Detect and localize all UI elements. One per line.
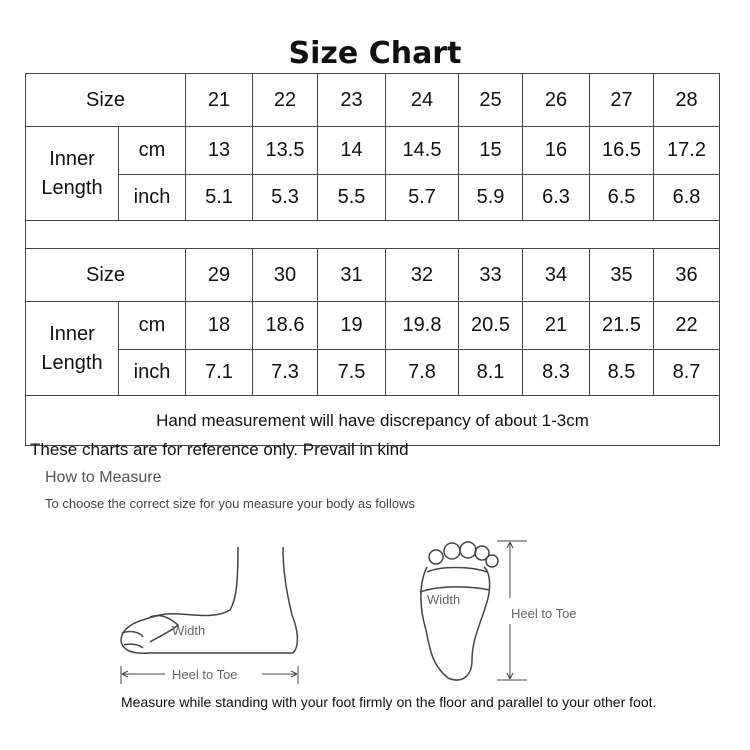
inch-value: 7.8 — [386, 350, 459, 396]
side-width-label: Width — [172, 623, 206, 638]
foot-measurement-diagram — [0, 525, 750, 690]
size-value: 32 — [386, 249, 459, 302]
inch-value: 6.3 — [523, 175, 590, 221]
size-value: 23 — [318, 74, 386, 127]
inch-value: 5.1 — [186, 175, 253, 221]
size-value: 22 — [253, 74, 318, 127]
inner-label-line2: Length — [41, 176, 103, 199]
discrepancy-row — [26, 396, 720, 446]
inch-value: 5.5 — [318, 175, 386, 221]
size-value: 30 — [253, 249, 318, 302]
inch-value: 6.5 — [590, 175, 654, 221]
size-value: 34 — [523, 249, 590, 302]
inch-value: 7.5 — [318, 350, 386, 396]
inch-label: inch — [119, 350, 186, 396]
size-label: Size — [26, 249, 186, 302]
discrepancy-note: Hand measurement will have discrepancy of about 1-3cm — [26, 396, 720, 446]
inch-value: 5.7 — [386, 175, 459, 221]
cm-value: 18 — [186, 302, 253, 350]
cm-label: cm — [119, 302, 186, 350]
inner-length-label — [26, 127, 119, 221]
how-to-measure-subheading: To choose the correct size for you measure your body as follows — [45, 496, 415, 511]
cm-value: 13.5 — [253, 127, 318, 175]
size-value: 28 — [654, 74, 720, 127]
cm-row — [26, 127, 720, 175]
cm-value: 19.8 — [386, 302, 459, 350]
inner-length-label — [26, 302, 119, 396]
size-value: 29 — [186, 249, 253, 302]
chart-title: Size Chart — [288, 36, 462, 71]
inch-value: 8.7 — [654, 350, 720, 396]
cm-value: 14.5 — [386, 127, 459, 175]
top-heel-to-toe-label: Heel to Toe — [511, 606, 577, 621]
cm-value: 21.5 — [590, 302, 654, 350]
size-table — [25, 73, 720, 446]
spacer-cell — [26, 221, 720, 249]
cm-value: 16.5 — [590, 127, 654, 175]
inch-value: 8.1 — [459, 350, 523, 396]
inch-value: 5.3 — [253, 175, 318, 221]
size-row — [26, 249, 720, 302]
cm-value: 17.2 — [654, 127, 720, 175]
side-view-foot-icon — [121, 547, 297, 653]
size-row — [26, 74, 720, 127]
size-value: 24 — [386, 74, 459, 127]
size-value: 33 — [459, 249, 523, 302]
cm-value: 14 — [318, 127, 386, 175]
inch-value: 8.5 — [590, 350, 654, 396]
cm-label: cm — [119, 127, 186, 175]
cm-value: 13 — [186, 127, 253, 175]
inch-value: 7.1 — [186, 350, 253, 396]
cm-row — [26, 302, 720, 350]
inch-value: 7.3 — [253, 350, 318, 396]
inch-row — [26, 350, 720, 396]
inch-label: inch — [119, 175, 186, 221]
how-to-measure-heading: How to Measure — [45, 469, 162, 486]
cm-value: 16 — [523, 127, 590, 175]
cm-value: 18.6 — [253, 302, 318, 350]
size-value: 27 — [590, 74, 654, 127]
size-value: 35 — [590, 249, 654, 302]
size-value: 21 — [186, 74, 253, 127]
cm-value: 15 — [459, 127, 523, 175]
cm-value: 19 — [318, 302, 386, 350]
cm-value: 20.5 — [459, 302, 523, 350]
inner-label-line1: Inner — [49, 147, 95, 170]
inch-value: 5.9 — [459, 175, 523, 221]
inch-value: 8.3 — [523, 350, 590, 396]
size-value: 26 — [523, 74, 590, 127]
inner-label-line2: Length — [41, 351, 103, 374]
inch-value: 6.8 — [654, 175, 720, 221]
size-value: 25 — [459, 74, 523, 127]
top-view-foot-icon — [420, 542, 498, 680]
inch-row — [26, 175, 720, 221]
size-value: 31 — [318, 249, 386, 302]
top-width-label: Width — [427, 592, 461, 607]
size-value: 36 — [654, 249, 720, 302]
measure-instruction: Measure while standing with your foot firmly on the floor and parallel to your other foot. — [121, 694, 657, 710]
table-spacer-row — [26, 221, 720, 249]
size-label: Size — [26, 74, 186, 127]
reference-note: These charts are for reference only. Prevail in kind — [30, 440, 409, 459]
cm-value: 22 — [654, 302, 720, 350]
side-heel-to-toe-label: Heel to Toe — [172, 667, 238, 682]
inner-label-line1: Inner — [49, 322, 95, 345]
cm-value: 21 — [523, 302, 590, 350]
